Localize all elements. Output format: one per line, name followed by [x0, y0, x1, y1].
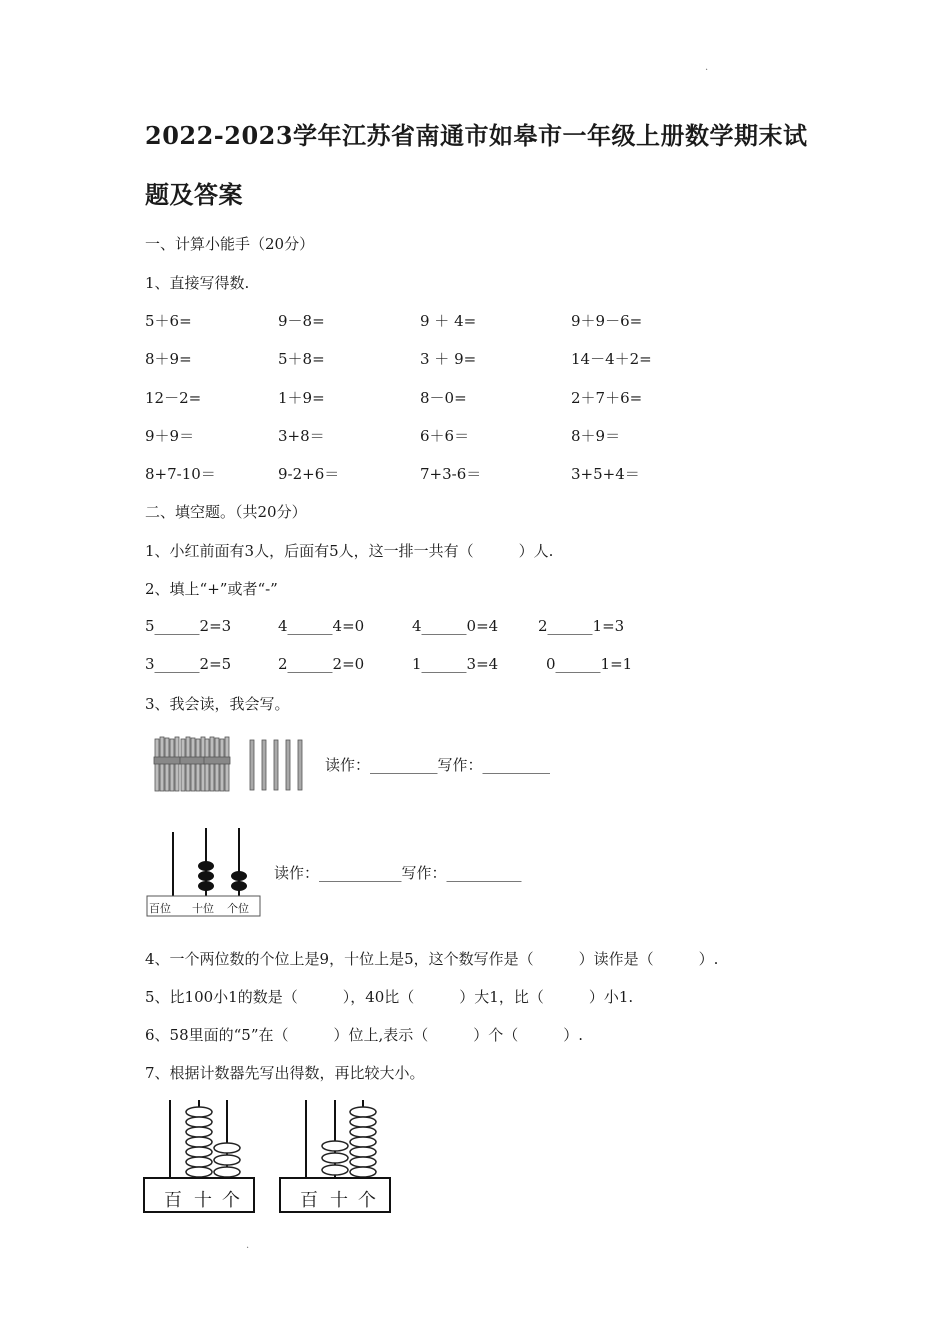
counter-beads-ones	[350, 1107, 376, 1177]
single-sticks-icon	[250, 740, 302, 790]
stick-bundle-icon	[180, 737, 206, 791]
abacus-figure	[145, 826, 263, 918]
abacus-beads-tens	[198, 861, 214, 891]
calc-item: 12－2=	[145, 389, 202, 407]
calc-item: 8－0=	[420, 389, 467, 407]
calc-item: 8＋9＝	[571, 427, 621, 445]
sign-blank: 1______3=4	[412, 655, 499, 673]
calc-item: 9－8=	[278, 312, 325, 330]
question-1-1: 1、直接写得数.	[145, 274, 250, 292]
read-write-line-b: 读作：___________写作：__________	[274, 864, 522, 882]
sign-blank: 4______4=0	[278, 617, 365, 635]
question-2-7: 7、根据计数器先写出得数，再比较大小。	[145, 1064, 425, 1082]
calc-item: 9＋9＝	[145, 427, 195, 445]
calc-item: 3 ＋ 9=	[420, 350, 477, 368]
sign-blank: 2______2=0	[278, 655, 365, 673]
page-title-line2: 题及答案	[145, 180, 243, 209]
sign-blank: 2______1=3	[538, 617, 625, 635]
question-2-1: 1、小红前面有3人，后面有5人，这一排一共有（ ）人.	[145, 542, 554, 560]
calc-item: 9＋9－6=	[571, 312, 643, 330]
question-2-2: 2、填上“+”或者“-”	[145, 580, 278, 598]
sign-blank: 3______2=5	[145, 655, 232, 673]
calc-item: 14－4＋2=	[571, 350, 652, 368]
stick-bundle-icon	[204, 737, 230, 791]
counter-label-hundreds: 百	[300, 1190, 318, 1211]
counter-label-ones: 个	[222, 1190, 240, 1211]
abacus-label-ones: 个位	[227, 902, 249, 915]
counter-figure-1	[143, 1098, 255, 1214]
stick-bundle-icon	[154, 737, 180, 791]
calc-item: 7+3-6＝	[420, 465, 482, 483]
abacus-label-tens: 十位	[192, 902, 214, 915]
question-2-4: 4、一个两位数的个位上是9，十位上是5，这个数写作是（ ）读作是（ ）.	[145, 950, 719, 968]
calc-item: 2＋7＋6=	[571, 389, 643, 407]
calc-item: 9 ＋ 4=	[420, 312, 477, 330]
counter-beads-ones	[214, 1143, 240, 1177]
calc-item: 1＋9=	[278, 389, 325, 407]
counter-label-hundreds: 百	[164, 1190, 182, 1211]
calc-item: 9-2+6＝	[278, 465, 340, 483]
section1-heading: 一、计算小能手（20分）	[145, 235, 315, 253]
counter-figure-2	[279, 1098, 391, 1214]
calc-item: 5＋8=	[278, 350, 325, 368]
counter-label-ones: 个	[358, 1190, 376, 1211]
calc-item: 5＋6=	[145, 312, 192, 330]
sign-blank: 5______2=3	[145, 617, 232, 635]
counter-label-tens: 十	[194, 1190, 212, 1211]
counter-beads-tens	[322, 1141, 348, 1175]
question-2-6: 6、58里面的“5”在（ ）位上,表示（ ）个（ ）.	[145, 1026, 584, 1044]
page-mark: .	[246, 1240, 250, 1251]
counter-label-tens: 十	[330, 1190, 348, 1211]
question-2-5: 5、比100小1的数是（ ），40比（ ）大1，比（ ）小1.	[145, 988, 634, 1006]
counter-beads-tens	[186, 1107, 212, 1177]
read-write-line-a: 读作：_________写作：_________	[325, 756, 551, 774]
page-mark: .	[705, 62, 709, 73]
calc-item: 3+8＝	[278, 427, 325, 445]
section2-heading: 二、填空题。（共20分）	[145, 503, 307, 521]
sign-blank: 4______0=4	[412, 617, 499, 635]
page-title-line1: 2022-2023学年江苏省南通市如皋市一年级上册数学期末试	[145, 121, 808, 150]
abacus-beads-ones	[231, 871, 247, 891]
abacus-label-hundreds: 百位	[149, 902, 171, 915]
calc-item: 3+5+4＝	[571, 465, 640, 483]
question-2-3: 3、我会读，我会写。	[145, 695, 290, 713]
calc-item: 8+7-10＝	[145, 465, 216, 483]
calc-item: 8＋9=	[145, 350, 192, 368]
sign-blank: 0______1=1	[546, 655, 633, 673]
stick-bundles-figure	[152, 735, 312, 795]
calc-item: 6＋6＝	[420, 427, 470, 445]
